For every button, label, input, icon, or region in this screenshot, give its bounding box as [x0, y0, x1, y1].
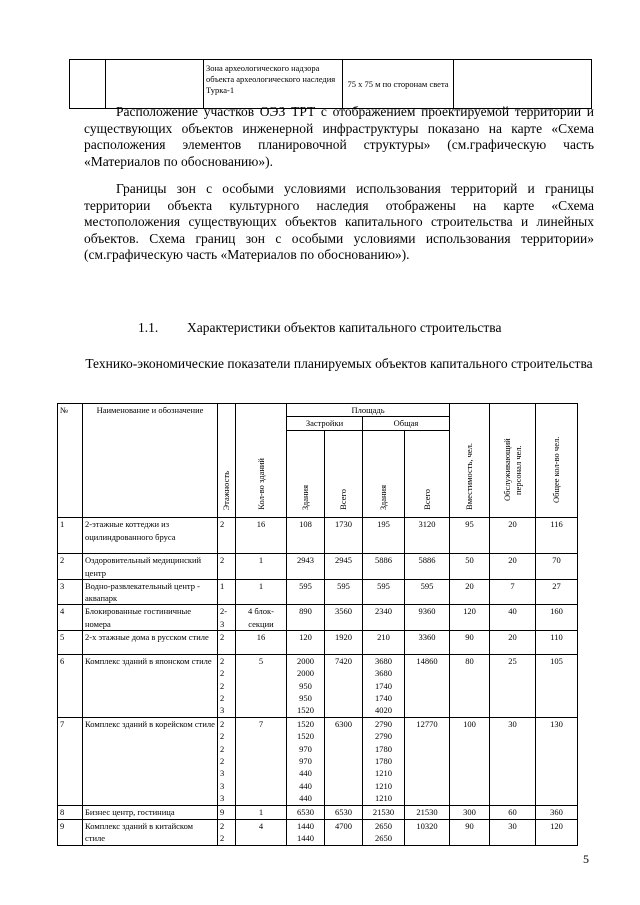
- row-built-buildings-line: 440: [299, 792, 312, 803]
- page-number: 5: [583, 852, 589, 866]
- row-total-buildings: [363, 518, 405, 554]
- row-built-buildings-line: 6530: [297, 807, 314, 818]
- row-built-buildings-line: 1520: [297, 705, 314, 716]
- row-number: 2: [58, 554, 83, 580]
- paragraph-layout: [84, 104, 594, 170]
- row-staff: 30: [490, 820, 536, 846]
- row-built-buildings: [287, 806, 325, 820]
- row-name: 2-этажные коттеджи из оцилиндрованного бруса: [83, 518, 218, 554]
- row-capacity: 20: [450, 579, 490, 605]
- row-built-buildings: [287, 820, 325, 846]
- row-buildings: 1: [236, 806, 287, 820]
- row-total-all: 595: [405, 579, 450, 605]
- header-total-all: Всего: [405, 431, 450, 518]
- row-total-buildings-line: 3680: [375, 656, 392, 667]
- row-number: 8: [58, 806, 83, 820]
- row-floors-line: 9: [220, 807, 225, 818]
- row-name: Блокированные гостиничные номера: [83, 605, 218, 631]
- table-row: [58, 579, 578, 605]
- row-floors-line: 2: [220, 668, 225, 679]
- table-body: [58, 518, 578, 846]
- header-total-people: Общее кол-во чел.: [536, 404, 578, 518]
- row-built-buildings-line: 950: [299, 692, 312, 703]
- row-total-buildings: [363, 806, 405, 820]
- row-floors-line: 2: [220, 755, 225, 766]
- table-cell: [70, 60, 106, 109]
- size-cell: 75 х 75 м по сторонам света: [343, 60, 454, 109]
- row-capacity: 120: [450, 605, 490, 631]
- row-number: 4: [58, 605, 83, 631]
- row-built-buildings: [287, 631, 325, 655]
- row-people: 120: [536, 820, 578, 846]
- row-total-buildings-line: 195: [377, 519, 390, 530]
- zone-cell: Зона археологического надзора объекта археологического наследия Турка-1: [204, 60, 343, 109]
- row-number: 6: [58, 655, 83, 718]
- row-floors-line: 3: [220, 792, 225, 803]
- row-name: Комплекс зданий в китайском стиле: [83, 820, 218, 846]
- row-total-buildings-line: 595: [377, 580, 390, 591]
- row-built-buildings: [287, 554, 325, 580]
- row-built-buildings-line: 1440: [297, 833, 314, 844]
- body-paragraph: Границы зон с особыми условиями использования территорий и границы территории объекта культурного наследия отображены на карте «Схема местоположения существующих объектов капитального строительства и линейных объектов. Схема границ зон с особыми условиями использования территории» (см.графическую часть «Материалов по обоснованию»).: [84, 181, 594, 262]
- table-row: [58, 718, 578, 806]
- row-built-buildings-line: 440: [299, 780, 312, 791]
- row-people: 27: [536, 579, 578, 605]
- row-name: 2-х этажные дома в русском стиле: [83, 631, 218, 655]
- row-built-all: 6530: [325, 806, 363, 820]
- row-buildings: 1: [236, 554, 287, 580]
- row-total-buildings-line: 2650: [375, 833, 392, 844]
- row-total-buildings-line: 2790: [375, 719, 392, 730]
- row-built-buildings: [287, 718, 325, 806]
- row-capacity: 90: [450, 631, 490, 655]
- row-buildings: 16: [236, 631, 287, 655]
- header-total: Общая: [363, 417, 450, 431]
- row-built-all: 595: [325, 579, 363, 605]
- row-floors: [218, 631, 236, 655]
- row-total-buildings-line: 4020: [375, 705, 392, 716]
- row-built-buildings: [287, 655, 325, 718]
- row-built-buildings-line: 120: [299, 632, 312, 643]
- row-total-all: 9360: [405, 605, 450, 631]
- row-total-buildings-line: 1210: [375, 780, 392, 791]
- table-row: [58, 820, 578, 846]
- row-capacity: 90: [450, 820, 490, 846]
- row-number: 9: [58, 820, 83, 846]
- row-total-buildings-line: 1740: [375, 692, 392, 703]
- row-built-buildings: [287, 579, 325, 605]
- row-name: Комплекс зданий в японском стиле: [83, 655, 218, 718]
- row-built-all: 6300: [325, 718, 363, 806]
- row-total-buildings: [363, 631, 405, 655]
- header-num: №: [58, 404, 83, 518]
- row-floors-line: 2: [220, 833, 225, 844]
- section-title: Характеристики объектов капитального строительства: [187, 320, 502, 335]
- row-staff: 40: [490, 605, 536, 631]
- row-total-buildings-line: 21530: [372, 807, 395, 818]
- row-floors: [218, 718, 236, 806]
- row-capacity: 50: [450, 554, 490, 580]
- row-floors-line: 3: [220, 705, 225, 716]
- row-total-all: 12770: [405, 718, 450, 806]
- row-built-all: 1920: [325, 631, 363, 655]
- row-built-all: 3560: [325, 605, 363, 631]
- row-staff: 20: [490, 518, 536, 554]
- row-total-buildings: [363, 554, 405, 580]
- header-built-all: Всего: [325, 431, 363, 518]
- table-row: [58, 655, 578, 718]
- row-floors: [218, 605, 236, 631]
- row-staff: 25: [490, 655, 536, 718]
- row-built-buildings-line: 2943: [297, 555, 314, 566]
- row-floors: [218, 554, 236, 580]
- row-floors-line: 3: [220, 780, 225, 791]
- row-total-buildings-line: 5886: [375, 555, 392, 566]
- header-area: Площадь: [287, 404, 450, 417]
- row-built-all: 4700: [325, 820, 363, 846]
- row-people: 110: [536, 631, 578, 655]
- row-floors-line: 2: [220, 731, 225, 742]
- row-people: 130: [536, 718, 578, 806]
- row-buildings: 1: [236, 579, 287, 605]
- table-row: [58, 605, 578, 631]
- header-name: Наименование и обозначение: [83, 404, 218, 518]
- row-staff: 60: [490, 806, 536, 820]
- row-total-buildings: [363, 718, 405, 806]
- row-floors-line: 2: [220, 656, 225, 667]
- table-row: [58, 631, 578, 655]
- row-floors: [218, 518, 236, 554]
- row-staff: 20: [490, 631, 536, 655]
- row-built-buildings-line: 2000: [297, 668, 314, 679]
- row-total-buildings-line: 2790: [375, 731, 392, 742]
- row-built-buildings-line: 970: [299, 755, 312, 766]
- row-buildings: 16: [236, 518, 287, 554]
- row-capacity: 300: [450, 806, 490, 820]
- row-total-buildings-line: 1210: [375, 792, 392, 803]
- row-number: 3: [58, 579, 83, 605]
- row-people: 116: [536, 518, 578, 554]
- row-built-buildings-line: 1520: [297, 719, 314, 730]
- row-total-buildings: [363, 579, 405, 605]
- header-built: Застройки: [287, 417, 363, 431]
- table-caption: Технико-экономические показатели планируемых объектов капитального строительства: [85, 356, 593, 371]
- row-buildings: 4: [236, 820, 287, 846]
- row-name: Оздоровительный медицинский центр: [83, 554, 218, 580]
- row-built-all: 2945: [325, 554, 363, 580]
- row-built-buildings-line: 1520: [297, 731, 314, 742]
- row-total-buildings: [363, 655, 405, 718]
- row-buildings: 4 блок-секции: [236, 605, 287, 631]
- row-total-buildings-line: 210: [377, 632, 390, 643]
- row-floors: [218, 820, 236, 846]
- header-total-buildings: Здания: [363, 431, 405, 518]
- row-capacity: 95: [450, 518, 490, 554]
- row-total-buildings-line: 3680: [375, 668, 392, 679]
- row-number: 1: [58, 518, 83, 554]
- row-total-all: 21530: [405, 806, 450, 820]
- row-total-all: 5886: [405, 554, 450, 580]
- row-total-all: 3120: [405, 518, 450, 554]
- row-total-buildings-line: 1740: [375, 680, 392, 691]
- row-built-buildings-line: 890: [299, 606, 312, 617]
- table-row: [70, 60, 592, 109]
- row-floors-line: 2: [220, 519, 225, 530]
- row-total-buildings-line: 1210: [375, 768, 392, 779]
- row-capacity: 80: [450, 655, 490, 718]
- row-name: Бизнес центр, гостиница: [83, 806, 218, 820]
- row-floors-line: 2: [220, 680, 225, 691]
- row-floors-line: 2: [220, 719, 225, 730]
- row-built-buildings-line: 950: [299, 680, 312, 691]
- row-people: 160: [536, 605, 578, 631]
- row-number: 7: [58, 718, 83, 806]
- row-built-all: 1730: [325, 518, 363, 554]
- row-floors-line: 3: [220, 768, 225, 779]
- row-buildings: 7: [236, 718, 287, 806]
- row-capacity: 100: [450, 718, 490, 806]
- paragraph-boundaries: [84, 181, 594, 264]
- table-row: [58, 518, 578, 554]
- table-row: [58, 806, 578, 820]
- table-cell: [106, 60, 204, 109]
- row-floors: [218, 806, 236, 820]
- row-people: 360: [536, 806, 578, 820]
- row-total-all: 3360: [405, 631, 450, 655]
- row-built-buildings: [287, 605, 325, 631]
- top-table-fragment: [69, 59, 592, 109]
- header-staff: Обслуживающий персонал чел.: [490, 404, 536, 518]
- row-staff: 7: [490, 579, 536, 605]
- row-buildings: 5: [236, 655, 287, 718]
- section-number: 1.1.: [138, 320, 159, 335]
- row-built-buildings-line: 2000: [297, 656, 314, 667]
- row-floors: [218, 579, 236, 605]
- row-built-buildings-line: 440: [299, 768, 312, 779]
- row-total-buildings: [363, 605, 405, 631]
- table-row: [58, 554, 578, 580]
- row-built-buildings: [287, 518, 325, 554]
- table-cell: [454, 60, 592, 109]
- row-floors-line: 2: [220, 743, 225, 754]
- indicators-table: [57, 403, 578, 846]
- row-floors: [218, 655, 236, 718]
- row-total-buildings-line: 2650: [375, 821, 392, 832]
- row-total-all: 14860: [405, 655, 450, 718]
- row-total-all: 10320: [405, 820, 450, 846]
- header-floors: Этажность: [218, 404, 236, 518]
- row-floors-line: 1: [220, 580, 225, 591]
- row-built-buildings-line: 108: [299, 519, 312, 530]
- row-total-buildings: [363, 820, 405, 846]
- row-people: 105: [536, 655, 578, 718]
- header-buildings: Кол-во зданий: [236, 404, 287, 518]
- row-staff: 30: [490, 718, 536, 806]
- row-people: 70: [536, 554, 578, 580]
- row-total-buildings-line: 1780: [375, 755, 392, 766]
- body-paragraph: Расположение участков ОЭЗ ТРТ с отображением проектируемой территории и существующих объектов инженерной инфраструктуры показано на карте «Схема расположения элементов планировочной структуры» (см.графическую часть «Материалов по обоснованию»).: [84, 104, 594, 169]
- header-built-buildings: Здания: [287, 431, 325, 518]
- row-built-buildings-line: 1440: [297, 821, 314, 832]
- row-floors-line: 2: [220, 692, 225, 703]
- row-floors-line: 2: [220, 632, 225, 643]
- row-floors-line: 2: [220, 821, 225, 832]
- row-name: Водно-развлекательный центр - аквапарк: [83, 579, 218, 605]
- row-floors-line: 3: [220, 618, 225, 629]
- row-built-buildings-line: 595: [299, 580, 312, 591]
- row-staff: 20: [490, 554, 536, 580]
- table-header-row: [58, 404, 578, 417]
- row-floors-line: 2-: [220, 606, 228, 617]
- row-built-buildings-line: 970: [299, 743, 312, 754]
- row-total-buildings-line: 1780: [375, 743, 392, 754]
- row-floors-line: 2: [220, 555, 225, 566]
- row-number: 5: [58, 631, 83, 655]
- row-total-buildings-line: 2340: [375, 606, 392, 617]
- header-capacity: Вместимость, чел.: [450, 404, 490, 518]
- row-built-all: 7420: [325, 655, 363, 718]
- row-name: Комплекс зданий в корейском стиле: [83, 718, 218, 806]
